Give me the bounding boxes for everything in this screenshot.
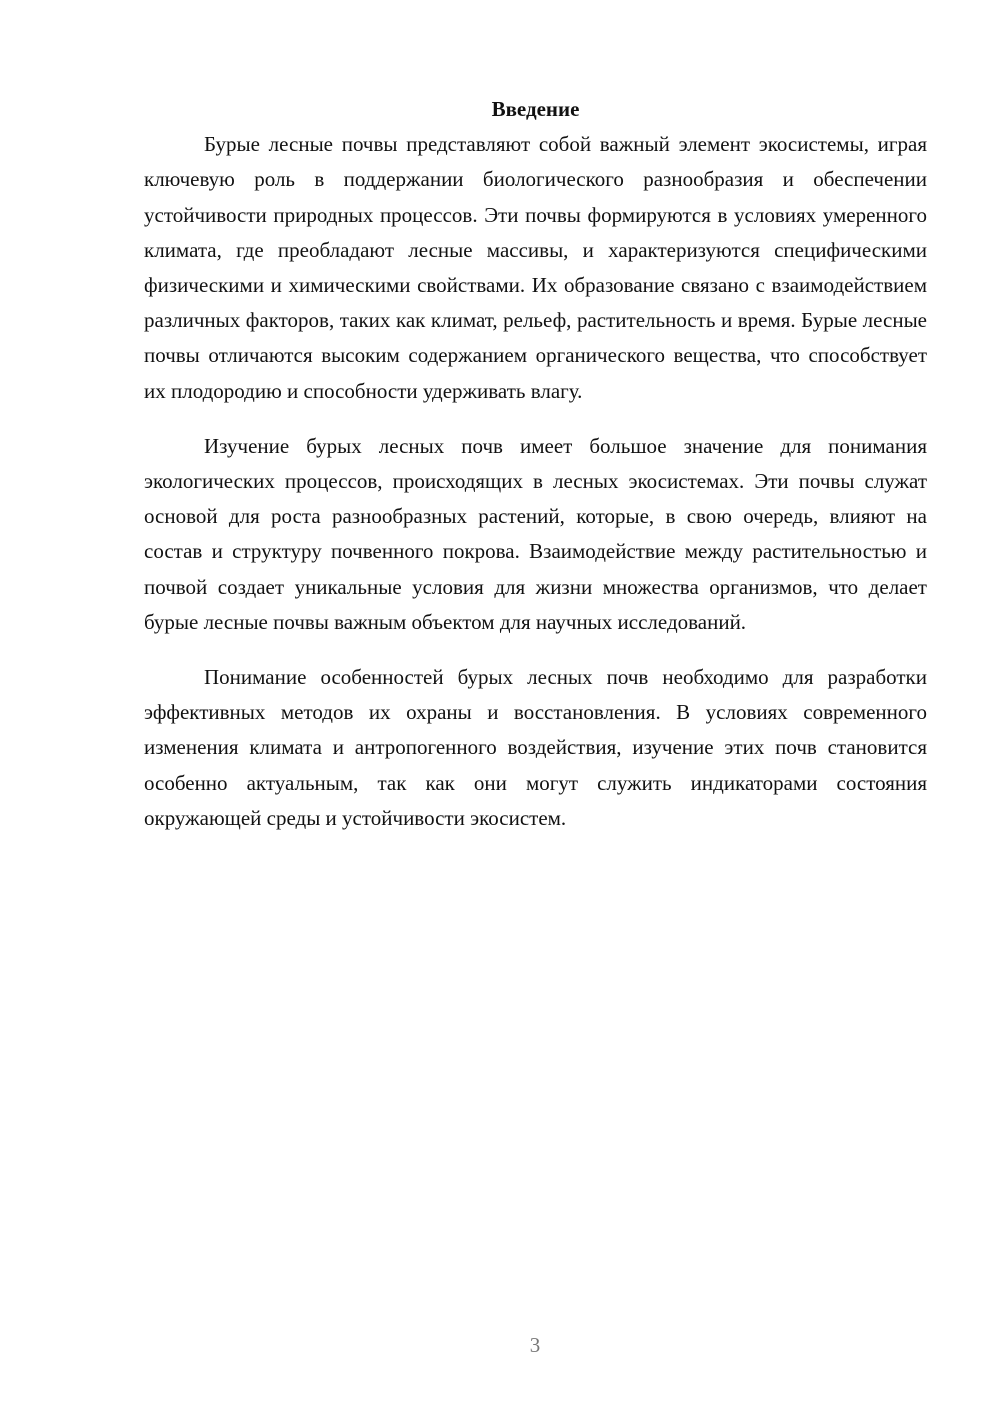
paragraph-2: Изучение бурых лесных почв имеет большое значение для понимания экологических процессов, происходящих в лесных экосистемах. Эти почвы служат основой для роста разнообразных растений, которые, в свою очередь, влияют на состав и структуру почвенного покрова. Взаимодействие между растительностью и почвой создает уникальные условия для жизни множества организмов, что делает бурые лесные почвы важным объектом для научных исследований. [144, 433, 927, 634]
section-title: Введение [491, 97, 580, 121]
page-content [144, 92, 927, 856]
paragraph-1: Бурые лесные почвы представляют собой важный элемент экосистемы, играя ключевую роль в поддержании биологического разнообразия и обеспечении устойчивости природных процессов. Эти почвы формируются в условиях умеренного климата, где преобладают лесные массивы, и характеризуются специфическими физическими и химическими свойствами. Их образование связано с взаимодействием различных факторов, таких как климат, рельеф, растительность и время. Бурые лесные почвы отличаются высоким содержанием органического вещества, что способствует их плодородию и способности удерживать влагу. [144, 132, 927, 403]
page-number: 3 [529, 1333, 541, 1357]
paragraph-3: Понимание особенностей бурых лесных почв необходимо для разработки эффективных методов их охраны и восстановления. В условиях современного изменения климата и антропогенного воздействия, изучение этих почв становится особенно актуальным, так как они могут служить индикаторами состояния окружающей среды и устойчивости экосистем. [144, 665, 927, 830]
